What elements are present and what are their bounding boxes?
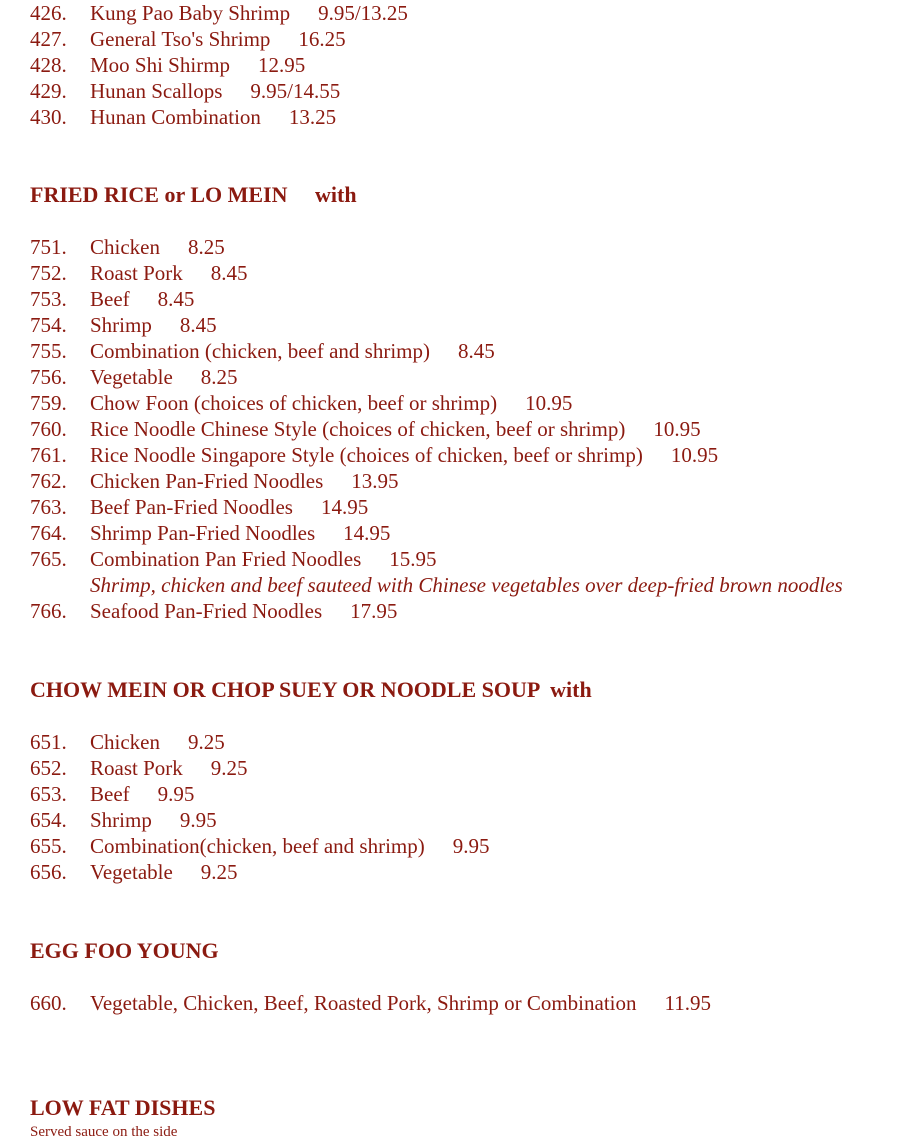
- item-number: 763.: [30, 495, 67, 519]
- menu-item: [30, 364, 238, 390]
- section-heading-low-fat: LOW FAT DISHES: [30, 1095, 216, 1120]
- item-name: Combination(chicken, beef and shrimp): [90, 834, 425, 858]
- item-price: 9.95: [179, 808, 217, 832]
- menu-item: [30, 104, 336, 130]
- menu-item: [30, 416, 701, 442]
- item-name: Kung Pao Baby Shrimp: [90, 1, 291, 25]
- menu-item: [30, 442, 718, 468]
- item-name: Seafood Pan-Fried Noodles: [90, 599, 323, 623]
- item-price: 16.25: [298, 27, 346, 51]
- item-price: 10.95: [670, 443, 719, 467]
- item-name: Roast Pork: [90, 756, 183, 780]
- item-number: 653.: [30, 782, 67, 806]
- item-price: 9.95: [452, 834, 490, 858]
- item-price: 14.95: [343, 521, 391, 545]
- item-name: Beef Pan-Fried Noodles: [90, 495, 293, 519]
- menu-item: [30, 807, 217, 833]
- menu-item: [30, 0, 408, 26]
- item-name: Chicken Pan-Fried Noodles: [90, 469, 324, 493]
- item-name: Rice Noodle Singapore Style (choices of chicken, beef or shrimp): [90, 443, 643, 467]
- item-price: 8.45: [157, 287, 195, 311]
- item-name: Hunan Combination: [90, 105, 261, 129]
- item-number: 426.: [30, 1, 67, 25]
- item-price: 10.95: [525, 391, 573, 415]
- item-name: Moo Shi Shirmp: [90, 53, 231, 77]
- menu-item: [30, 494, 368, 520]
- menu-item: [30, 755, 248, 781]
- item-price: 10.95: [653, 417, 701, 441]
- item-number: 656.: [30, 860, 67, 884]
- item-number: 766.: [30, 599, 67, 623]
- section-heading-fried-rice: FRIED RICE or LO MEIN with: [30, 182, 357, 207]
- item-number: 760.: [30, 417, 67, 441]
- item-price: 9.25: [200, 860, 238, 884]
- menu-item: [30, 78, 340, 104]
- item-price: 8.25: [200, 365, 238, 389]
- menu-item: [30, 990, 711, 1016]
- item-price: 13.25: [288, 105, 337, 129]
- section-note: Served sauce on the side: [30, 1124, 178, 1140]
- menu-item: [30, 859, 238, 885]
- menu-item: [30, 390, 572, 416]
- item-name: Chicken: [90, 235, 160, 259]
- item-price: 9.95/14.55: [250, 79, 341, 103]
- menu-item: [30, 26, 346, 52]
- item-price: 9.25: [210, 756, 248, 780]
- item-name: Hunan Scallops: [90, 79, 223, 103]
- item-name: Combination Pan Fried Noodles: [90, 547, 362, 571]
- item-name: Vegetable: [90, 365, 173, 389]
- menu-item: [30, 234, 225, 260]
- item-price: 8.25: [187, 235, 225, 259]
- item-price: 8.45: [458, 339, 495, 363]
- item-name: Beef: [90, 782, 130, 806]
- item-number: 762.: [30, 469, 67, 493]
- menu-item: [30, 781, 194, 807]
- item-number: 654.: [30, 808, 67, 832]
- item-number: 428.: [30, 53, 67, 77]
- item-price: 9.25: [187, 730, 225, 754]
- item-price: 8.45: [210, 261, 248, 285]
- item-name: Vegetable: [90, 860, 173, 884]
- item-name: Beef: [90, 287, 130, 311]
- item-name: Shrimp: [90, 808, 152, 832]
- item-number: 751.: [30, 235, 67, 259]
- menu-item: [30, 52, 305, 78]
- menu-item: [30, 468, 399, 494]
- item-name: Shrimp: [90, 313, 152, 337]
- item-number: 755.: [30, 339, 67, 363]
- item-number: 655.: [30, 834, 67, 858]
- item-price: 17.95: [350, 599, 398, 623]
- item-name: Chicken: [90, 730, 160, 754]
- item-number: 759.: [30, 391, 67, 415]
- item-number: 764.: [30, 521, 67, 545]
- menu-item: [30, 598, 397, 624]
- item-number: 430.: [30, 105, 67, 129]
- item-name: Rice Noodle Chinese Style (choices of chicken, beef or shrimp): [90, 417, 626, 441]
- item-price: 12.95: [258, 53, 306, 77]
- item-number: 660.: [30, 991, 67, 1015]
- item-number: 754.: [30, 313, 67, 337]
- item-price: 11.95: [664, 991, 711, 1015]
- item-number: 429.: [30, 79, 67, 103]
- item-price: 9.95/13.25: [318, 1, 408, 25]
- item-name: Chow Foon (choices of chicken, beef or shrimp): [90, 391, 498, 415]
- item-description: Shrimp, chicken and beef sauteed with Chinese vegetables over deep-fried brown noodles: [90, 573, 843, 597]
- menu-item: [30, 312, 217, 338]
- menu-item: [30, 520, 390, 546]
- item-price: 9.95: [157, 782, 195, 806]
- item-name: General Tso's Shrimp: [90, 27, 271, 51]
- item-name: Combination (chicken, beef and shrimp): [90, 339, 430, 363]
- menu-item: [30, 260, 248, 286]
- item-price: 14.95: [320, 495, 369, 519]
- item-number: 427.: [30, 27, 67, 51]
- item-number: 765.: [30, 547, 67, 571]
- section-heading-egg-foo-young: EGG FOO YOUNG: [30, 938, 219, 963]
- section-heading-chow-mein: CHOW MEIN OR CHOP SUEY OR NOODLE SOUP with: [30, 677, 592, 702]
- item-price: 8.45: [179, 313, 217, 337]
- item-price: 13.95: [351, 469, 399, 493]
- menu-item: [30, 833, 490, 859]
- menu-item: [30, 286, 194, 312]
- item-number: 651.: [30, 730, 67, 754]
- menu-item: [30, 546, 437, 572]
- item-number: 652.: [30, 756, 67, 780]
- menu-item: [30, 338, 495, 364]
- item-number: 761.: [30, 443, 67, 467]
- item-name: Roast Pork: [90, 261, 183, 285]
- item-price: 15.95: [389, 547, 437, 571]
- menu-item: [30, 729, 225, 755]
- item-name: Vegetable, Chicken, Beef, Roasted Pork, Shrimp or Combination: [90, 991, 637, 1015]
- item-number: 756.: [30, 365, 67, 389]
- item-number: 753.: [30, 287, 67, 311]
- item-name: Shrimp Pan-Fried Noodles: [90, 521, 316, 545]
- item-number: 752.: [30, 261, 67, 285]
